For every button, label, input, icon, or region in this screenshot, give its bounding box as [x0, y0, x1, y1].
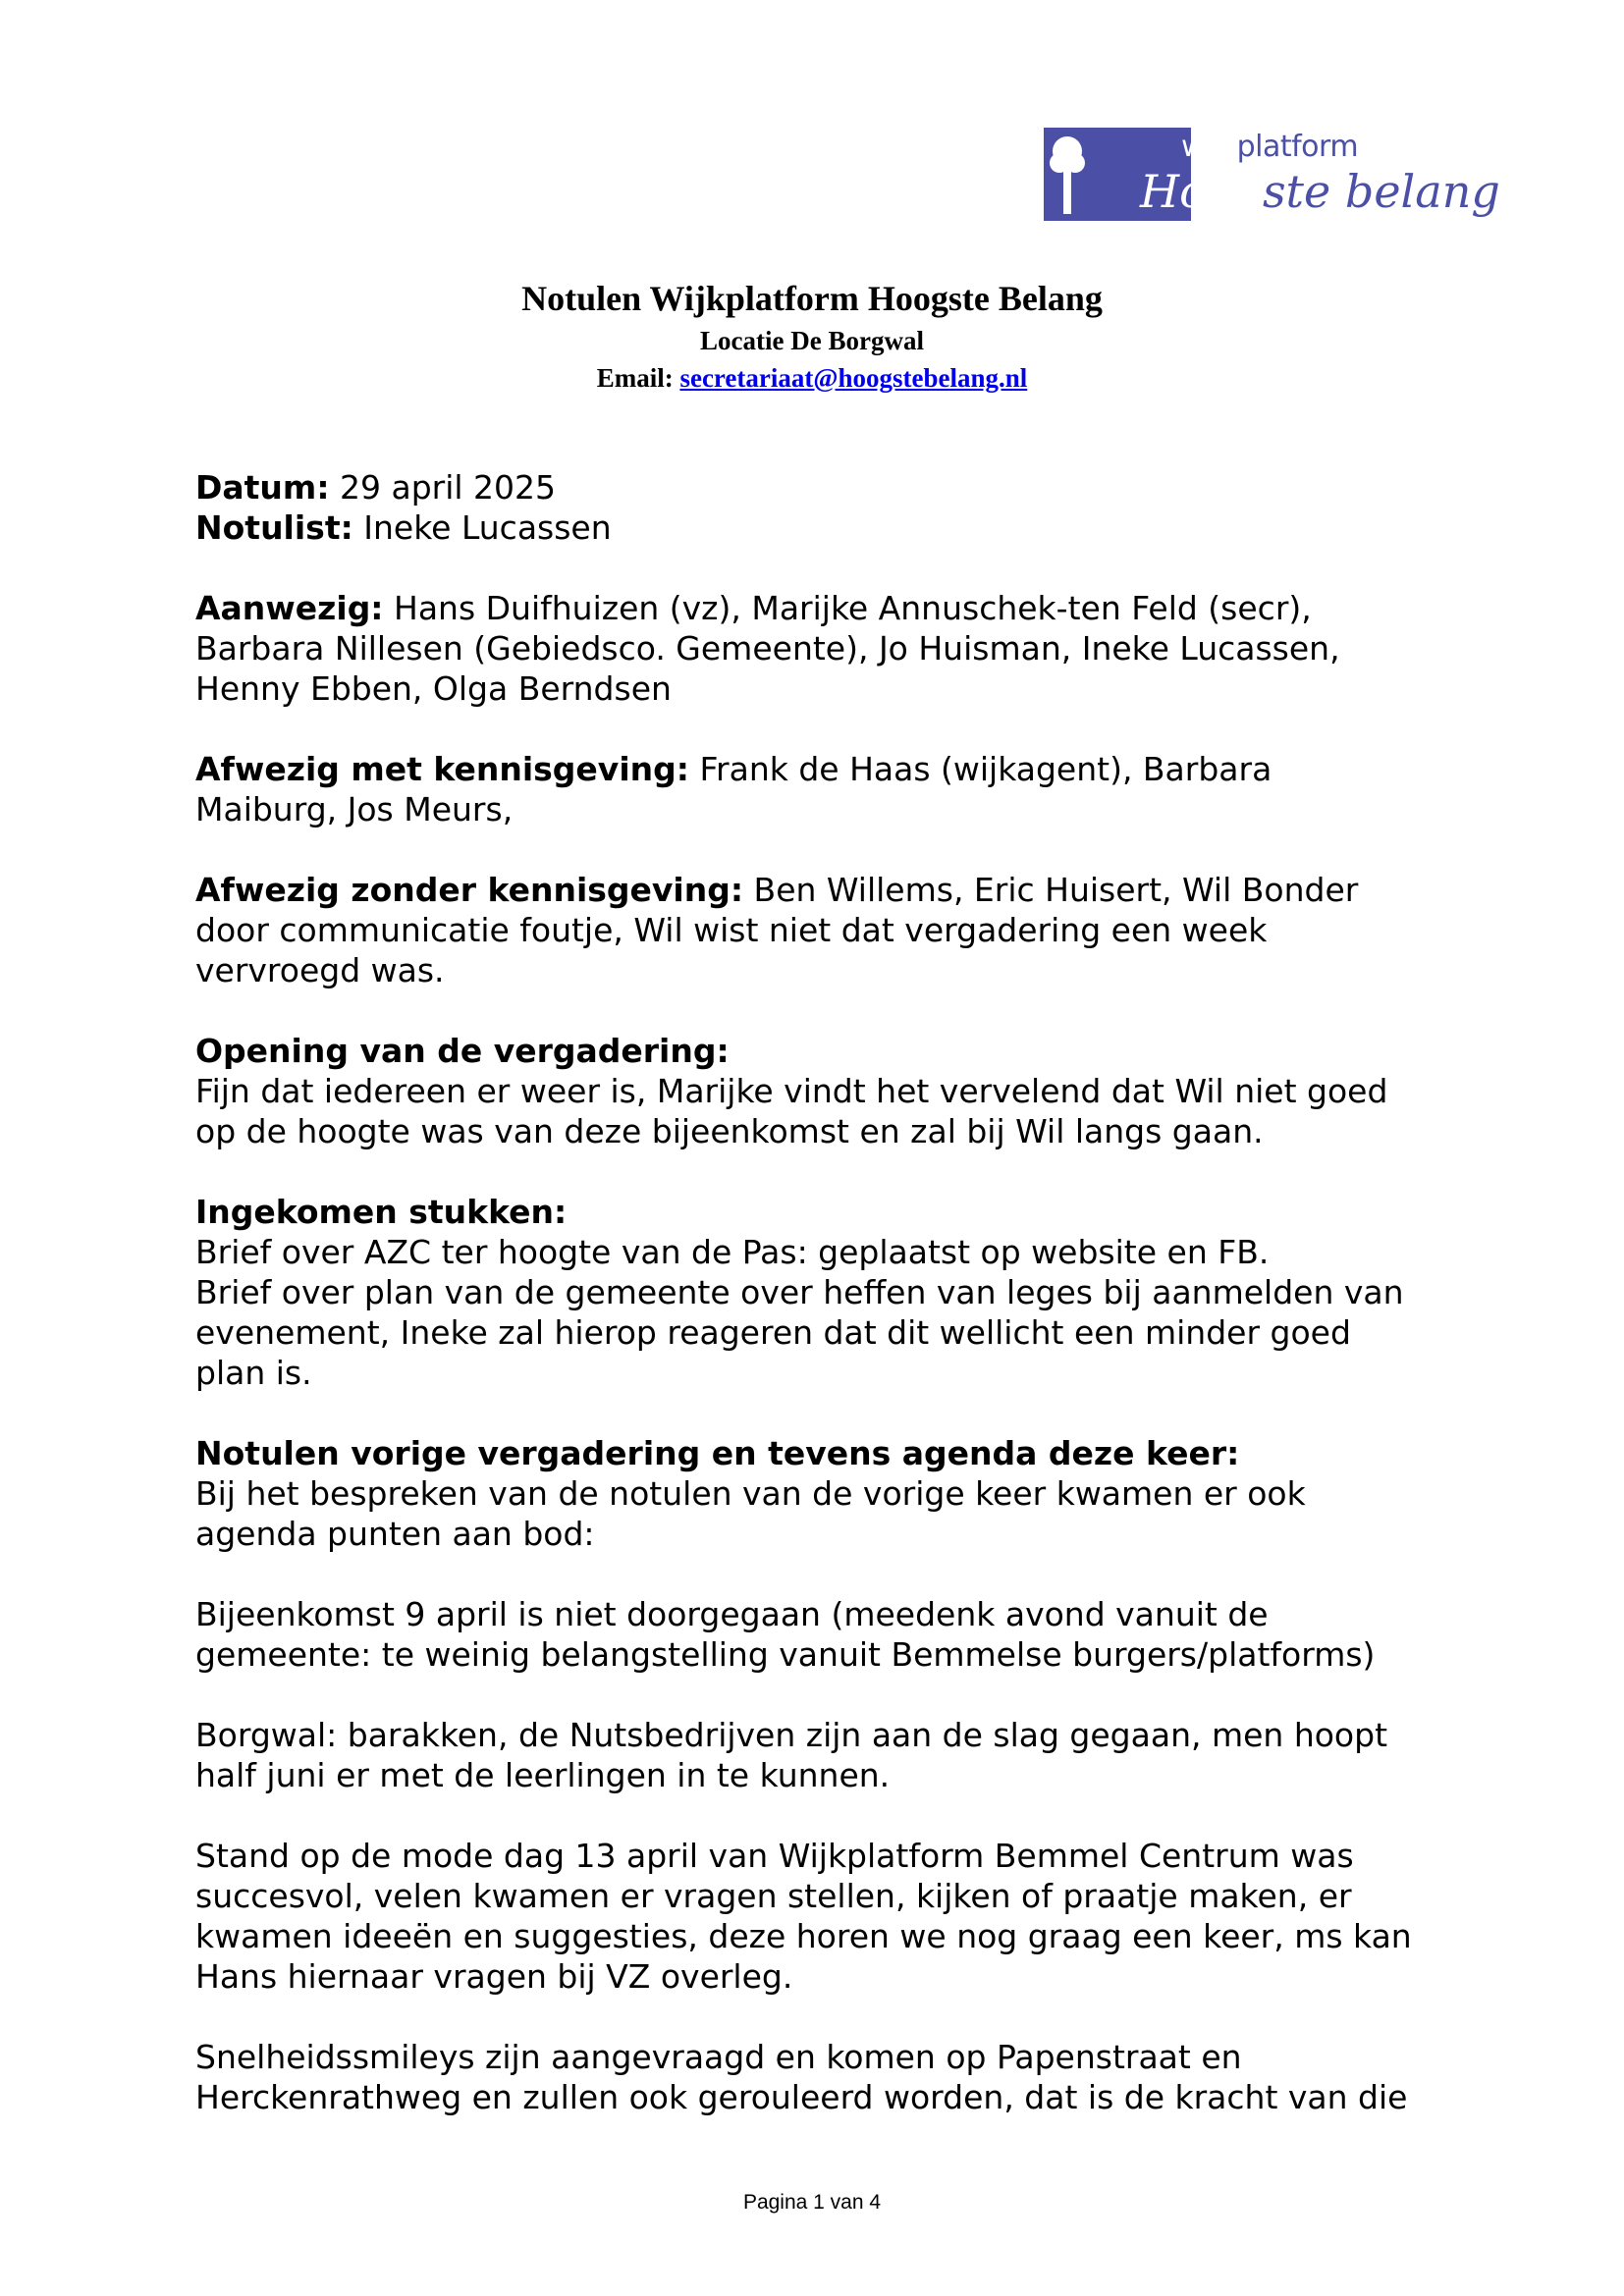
afwezig-met-line: Afwezig met kennisgeving: Frank de Haas (wijkagent), Barbara: [195, 750, 1272, 788]
paragraph-line: half juni er met de leerlingen in te kunnen.: [195, 1756, 891, 1794]
paragraph-line: Bij het bespreken van de notulen van de vorige keer kwamen er ook: [195, 1474, 1306, 1513]
aanwezig-line: Aanwezig: Hans Duifhuizen (vz), Marijke Annuschek-ten Feld (secr),: [195, 589, 1312, 627]
paragraph-line: plan is.: [195, 1354, 312, 1392]
afwezig-met-line: Maiburg, Jos Meurs,: [195, 790, 514, 828]
tree-icon: [1048, 133, 1087, 218]
paragraph-line: agenda punten aan bod:: [195, 1515, 595, 1553]
document-body: [195, 467, 1472, 2117]
paragraph-line: evenement, Ineke zal hierop reageren dat dit wellicht een minder goed: [195, 1313, 1351, 1352]
afwezig-zonder-line: vervroegd was.: [195, 951, 445, 989]
paragraph-line: Herckenrathweg en zullen ook gerouleerd worden, dat is de kracht van die: [195, 2078, 1408, 2116]
afwezig-zonder-line: door communicatie foutje, Wil wist niet dat vergadering een week: [195, 911, 1268, 949]
paragraph-line: gemeente: te weinig belangstelling vanuit Bemmelse burgers/platforms): [195, 1635, 1376, 1674]
paragraph-line: Snelheidssmileys zijn aangevraagd en komen op Papenstraat en: [195, 2038, 1242, 2076]
logo-text-hoogste-belang: Hoogste belang: [1140, 165, 1500, 218]
afwezig-zonder-line: Afwezig zonder kennisgeving: Ben Willems, Eric Huisert, Wil Bonder: [195, 871, 1359, 909]
section-heading-opening: Opening van de vergadering:: [195, 1032, 730, 1070]
document-title: Notulen Wijkplatform Hoogste Belang: [521, 279, 1103, 318]
paragraph-line: Fijn dat iedereen er weer is, Marijke vindt het vervelend dat Wil niet goed: [195, 1072, 1388, 1110]
paragraph-line: op de hoogte was van deze bijeenkomst en zal bij Wil langs gaan.: [195, 1112, 1264, 1150]
logo: [1044, 128, 1500, 226]
section-heading-ingekomen: Ingekomen stukken:: [195, 1193, 568, 1231]
paragraph-line: Hans hiernaar vragen bij VZ overleg.: [195, 1957, 793, 1996]
document-location: Locatie De Borgwal: [700, 326, 924, 355]
paragraph-line: succesvol, velen kwamen er vragen stellen, kijken of praatje maken, er: [195, 1877, 1352, 1915]
paragraph-line: Borgwal: barakken, de Nutsbedrijven zijn aan de slag gegaan, men hoopt: [195, 1716, 1388, 1754]
paragraph-line: Brief over plan van de gemeente over heffen van leges bij aanmelden van: [195, 1273, 1404, 1311]
paragraph-line: Bijeenkomst 9 april is niet doorgegaan (meedenk avond vanuit de: [195, 1595, 1269, 1633]
aanwezig-line: Henny Ebben, Olga Berndsen: [195, 669, 672, 708]
section-heading-notulen: Notulen vorige vergadering en tevens agenda deze keer:: [195, 1434, 1240, 1472]
document-email-line: [0, 363, 1624, 394]
email-link[interactable]: secretariaat@hoogstebelang.nl: [679, 363, 1028, 393]
email-label: Email:: [596, 363, 674, 393]
page-number: Pagina 1 van 4: [742, 2191, 882, 2214]
datum-line: Datum: 29 april 2025: [195, 468, 557, 507]
logo-text-wijkplatform: wijkplatform: [1181, 130, 1359, 164]
paragraph-line: Stand op de mode dag 13 april van Wijkplatform Bemmel Centrum was: [195, 1837, 1354, 1875]
paragraph-line: kwamen ideeën en suggesties, deze horen we nog graag een keer, ms kan: [195, 1917, 1412, 1955]
paragraph-line: Brief over AZC ter hoogte van de Pas: geplaatst op website en FB.: [195, 1233, 1270, 1271]
aanwezig-line: Barbara Nillesen (Gebiedsco. Gemeente), Jo Huisman, Ineke Lucassen,: [195, 629, 1340, 667]
notulist-line: Notulist: Ineke Lucassen: [195, 508, 612, 547]
